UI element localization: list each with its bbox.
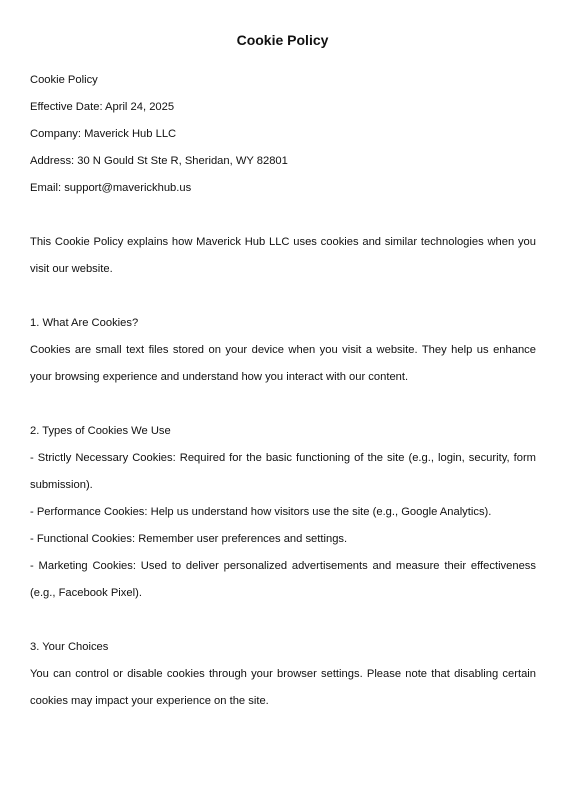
contact-email: Email: support@maverickhub.us	[30, 182, 192, 194]
section-3-line-1: You can control or disable cookies through your browser settings. Please note that disabling certain	[30, 668, 536, 680]
section-1-line-1: Cookies are small text files stored on your device when you visit a website. They help us enhance	[30, 344, 536, 356]
section-2-item-1-line-1: - Strictly Necessary Cookies: Required for the basic functioning of the site (e.g., login, security, form	[30, 452, 536, 464]
effective-date: Effective Date: April 24, 2025	[30, 101, 175, 113]
section-2-item-4-line-1: - Marketing Cookies: Used to deliver personalized advertisements and measure their effectiveness	[30, 560, 536, 572]
intro-line-1: This Cookie Policy explains how Maverick Hub LLC uses cookies and similar technologies when you	[30, 236, 536, 248]
section-2-item-4-line-2: (e.g., Facebook Pixel).	[30, 587, 142, 599]
company-name: Company: Maverick Hub LLC	[30, 128, 177, 140]
section-2-item-1-line-2: submission).	[30, 479, 93, 491]
section-1-heading: 1. What Are Cookies?	[30, 317, 139, 329]
doc-name: Cookie Policy	[30, 74, 98, 86]
section-2-heading: 2. Types of Cookies We Use	[30, 425, 171, 437]
section-2-item-2: - Performance Cookies: Help us understand how visitors use the site (e.g., Google Analytics).	[30, 506, 492, 518]
section-3-heading: 3. Your Choices	[30, 641, 109, 653]
section-2-item-3: - Functional Cookies: Remember user preferences and settings.	[30, 533, 348, 545]
section-3-line-2: cookies may impact your experience on the site.	[30, 695, 269, 707]
page-title: Cookie Policy	[236, 32, 329, 48]
intro-line-2: visit our website.	[30, 263, 113, 275]
section-1-line-2: your browsing experience and understand how you interact with our content.	[30, 371, 409, 383]
company-address: Address: 30 N Gould St Ste R, Sheridan, WY 82801	[30, 155, 288, 167]
